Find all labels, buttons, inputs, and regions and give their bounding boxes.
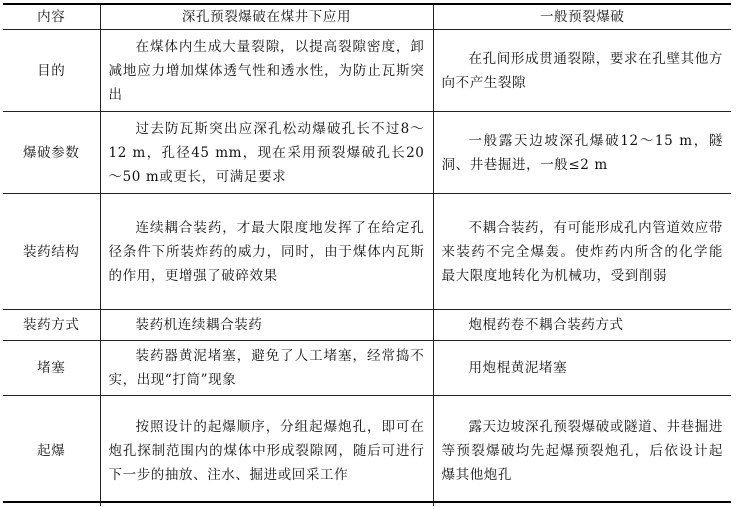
row-label: 堵塞 xyxy=(3,341,100,396)
header-coal-mine: 深孔预裂爆破在煤井下应用 xyxy=(100,5,433,30)
general-cell: 不耦合装药，有可能形成孔内管道效应带来装药不完全爆轰。使炸药内所含的化学能最大限度地转化为机械功，受到削弱 xyxy=(433,194,731,310)
row-label: 起爆 xyxy=(3,396,100,506)
row-label: 目的 xyxy=(3,30,100,112)
coal-cell: 连续耦合装药，才最大限度地发挥了在给定孔径条件下所装炸药的威力，同时，由于煤体内瓦斯的作用，更增强了破碎效果 xyxy=(100,194,433,310)
comparison-table xyxy=(3,5,731,506)
row-label: 装药结构 xyxy=(3,194,100,310)
general-cell: 炮棍药卷不耦合装药方式 xyxy=(433,310,731,341)
general-cell: 露天边坡深孔预裂爆破或隧道、井巷掘进等预裂爆破均先起爆预裂炮孔，后依设计起爆其他炮孔 xyxy=(433,396,731,506)
general-cell: 在孔间形成贯通裂隙，要求在孔壁其他方向不产生裂隙 xyxy=(433,30,731,112)
table-row xyxy=(3,310,731,341)
table-row xyxy=(3,341,731,396)
header-general: 一般预裂爆破 xyxy=(433,5,731,30)
table-row xyxy=(3,194,731,310)
row-label: 装药方式 xyxy=(3,310,100,341)
coal-cell: 装药机连续耦合装药 xyxy=(100,310,433,341)
table-header-row xyxy=(3,5,731,30)
header-content: 内容 xyxy=(3,5,100,30)
coal-cell: 装药器黄泥堵塞，避免了人工堵塞，经常捣不实，出现“打筒”现象 xyxy=(100,341,433,396)
table-row xyxy=(3,30,731,112)
general-cell: 一般露天边坡深孔爆破12～15 m，隧洞、井巷掘进，一般≤2 m xyxy=(433,112,731,194)
coal-cell: 在煤体内生成大量裂隙，以提高裂隙密度，卸减地应力增加煤体透气性和透水性，为防止瓦斯突出 xyxy=(100,30,433,112)
general-cell: 用炮棍黄泥堵塞 xyxy=(433,341,731,396)
comparison-table-frame xyxy=(3,3,731,503)
table-row xyxy=(3,112,731,194)
row-label: 爆破参数 xyxy=(3,112,100,194)
table-row xyxy=(3,396,731,506)
coal-cell: 按照设计的起爆顺序，分组起爆炮孔，即可在炮孔探制范围内的煤体中形成裂隙网，随后可进行下一步的抽放、注水、掘进或回采工作 xyxy=(100,396,433,506)
coal-cell: 过去防瓦斯突出应深孔松动爆破孔长不过8～12 m，孔径45 mm，现在采用预裂爆破孔长20～50 m或更长，可满足要求 xyxy=(100,112,433,194)
